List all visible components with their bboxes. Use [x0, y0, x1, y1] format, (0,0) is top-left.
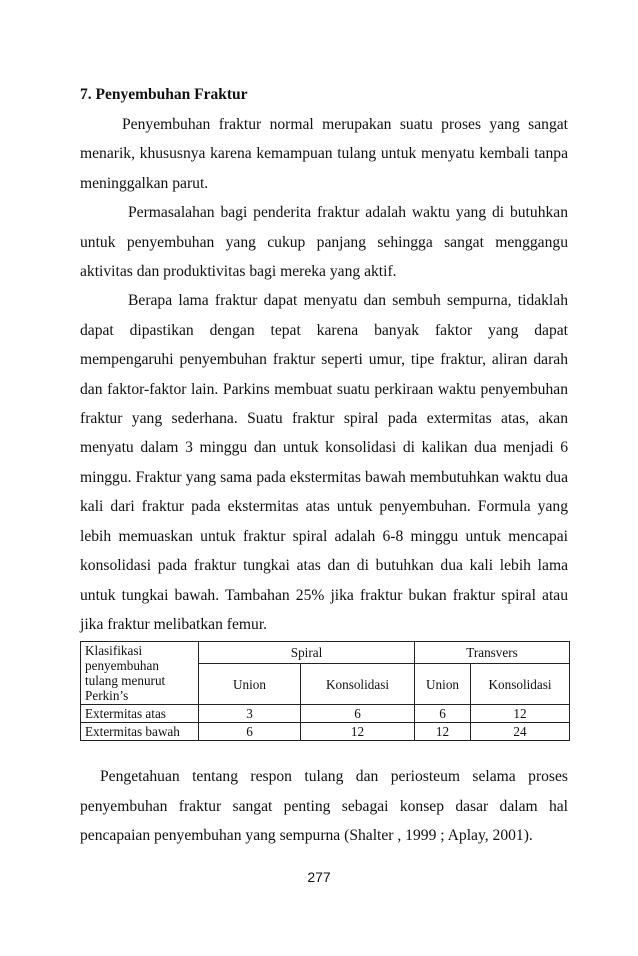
table-cell: 12 — [415, 723, 471, 741]
table-sub-union-transvers: Union — [415, 664, 471, 705]
table-row — [81, 723, 570, 741]
table-group-spiral: Spiral — [199, 642, 415, 664]
table-cell: 12 — [301, 723, 415, 741]
table-cell: 24 — [471, 723, 570, 741]
healing-time-table — [80, 641, 570, 741]
document-page — [80, 84, 568, 851]
table-row-label: Extermitas bawah — [81, 723, 199, 741]
table-sub-union-spiral: Union — [199, 664, 301, 705]
paragraph-3: Berapa lama fraktur dapat menyatu dan sembuh sempurna, tidaklah dapat dipastikan dengan tepat karena banyak faktor yang dapat mempengaruhi penyembuhan fraktur seperti umur, tipe fraktur, aliran darah dan faktor-faktor lain. Parkins membuat suatu perkiraan waktu penyembuhan fraktur yang sederhana. Suatu fraktur spiral pada extermitas atas, akan menyatu dalam 3 minggu dan untuk konsolidasi di kalikan dua menjadi 6 minggu. Fraktur yang sama pada ekstermitas bawah membutuhkan waktu dua kali dari fraktur pada ekstermitas atas untuk penyembuhan. Formula yang lebih memuaskan untuk fraktur spiral adalah 6-8 minggu untuk mencapai konsolidasi pada fraktur tungkai atas dan di butuhkan dua kali lebih lama untuk tungkai bawah. Tambahan 25% jika fraktur bukan fraktur spiral atau jika fraktur melibatkan femur. — [80, 292, 568, 633]
table-cell: 6 — [415, 705, 471, 723]
table-cell: 6 — [301, 705, 415, 723]
page-number: 277 — [307, 869, 331, 885]
table-cell: 6 — [199, 723, 301, 741]
section-heading: 7. Penyembuhan Fraktur — [80, 86, 248, 103]
table-group-transvers: Transvers — [415, 642, 570, 664]
table-row-label: Extermitas atas — [81, 705, 199, 723]
table-cell: 3 — [199, 705, 301, 723]
closing-paragraph: Pengetahuan tentang respon tulang dan periosteum selama proses penyembuhan fraktur sangat penting sebagai konsep dasar dalam hal pencapaian penyembuhan yang sempurna (Shalter , 1999 ; Aplay, 2001). — [80, 768, 568, 845]
paragraph-1: Penyembuhan fraktur normal merupakan suatu proses yang sangat menarik, khususnya karena kemampuan tulang untuk menyatu kembali tanpa meninggalkan parut. — [80, 116, 568, 192]
table-corner-label: Klasifikasi penyembuhan tulang menurut Perkin’s — [81, 642, 199, 705]
table-cell: 12 — [471, 705, 570, 723]
table-sub-konsolidasi-transvers: Konsolidasi — [471, 664, 570, 705]
table-row — [81, 705, 570, 723]
paragraph-2: Permasalahan bagi penderita fraktur adalah waktu yang di butuhkan untuk penyembuhan yang cukup panjang sehingga sangat menggangu aktivitas dan produktivitas bagi mereka yang aktif. — [80, 204, 568, 281]
table-sub-konsolidasi-spiral: Konsolidasi — [301, 664, 415, 705]
table-header-row — [81, 642, 570, 664]
